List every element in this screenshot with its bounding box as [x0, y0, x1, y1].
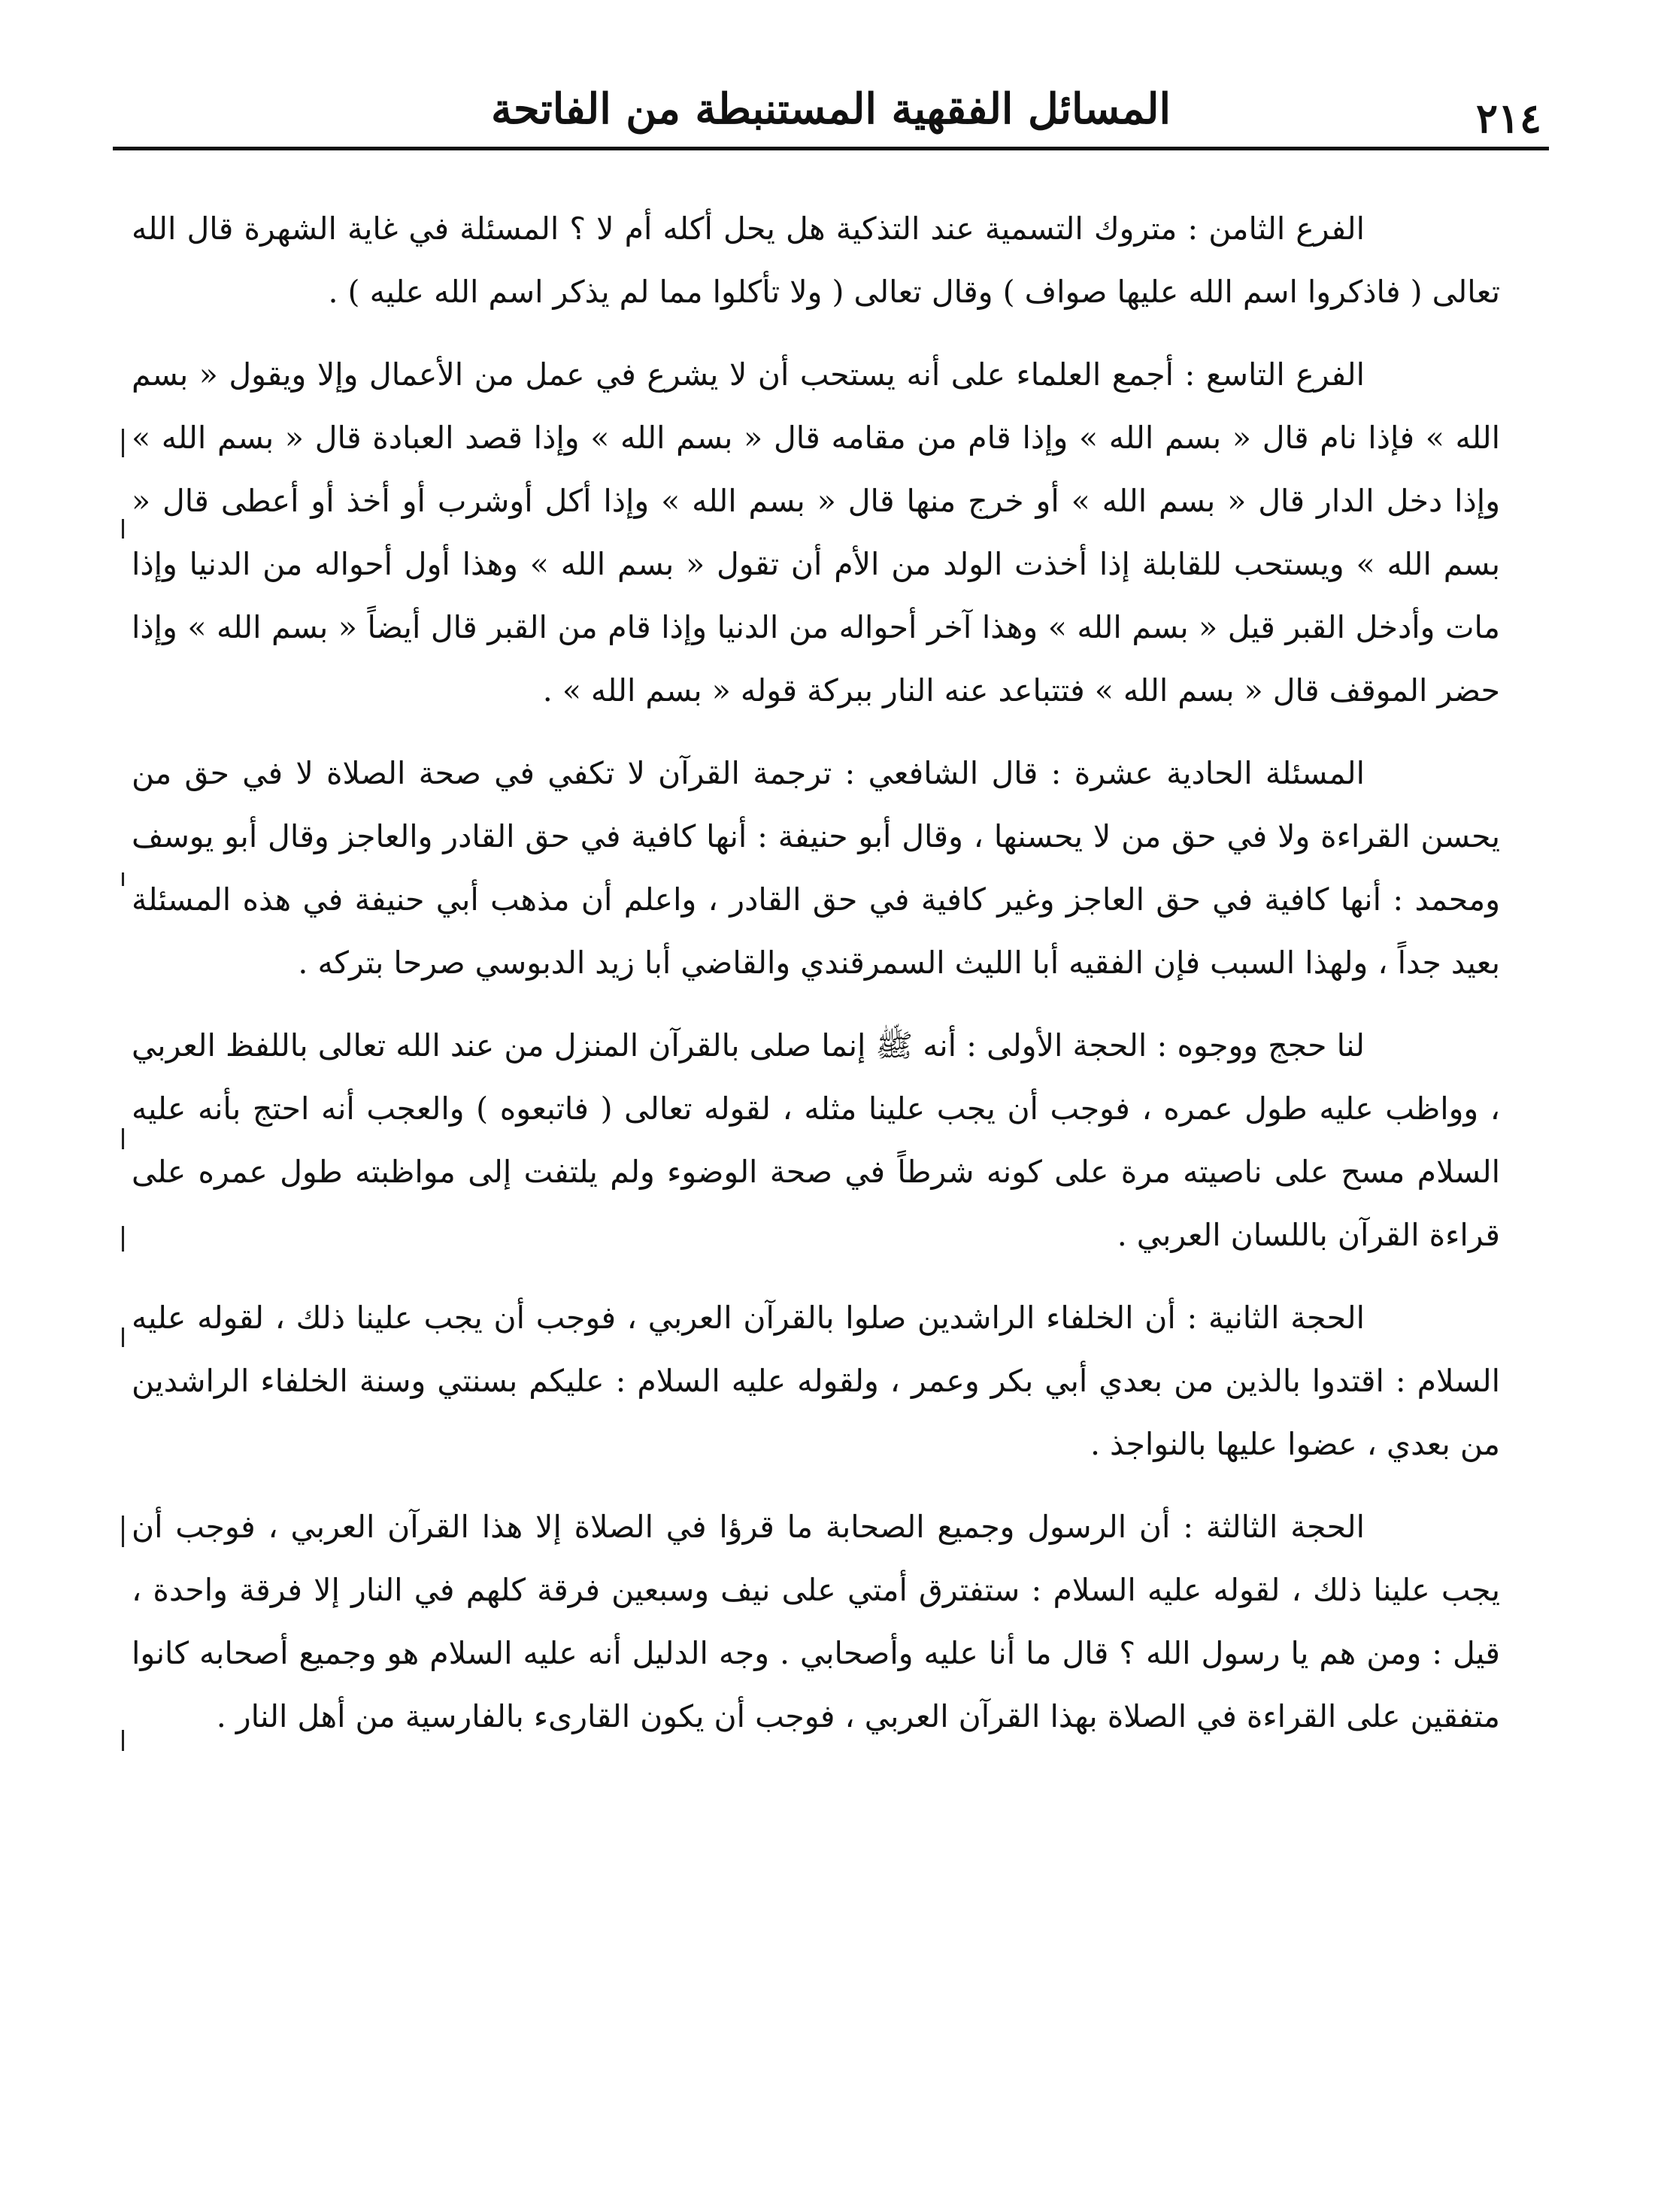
header-rule [113, 147, 1549, 150]
left-margin-mark [122, 1730, 124, 1751]
left-margin-mark [122, 1516, 124, 1547]
paragraph-third-proof: الحجة الثالثة : أن الرسول وجميع الصحابة ما قرؤا في الصلاة إلا هذا القرآن العربي ، فوجب أن يجب علينا ذلك ، لقوله عليه السلام : ستفترق أمتي على نيف وسبعين فرقة كلهم في النار إلا فرقة واحدة ، قيل : ومن هم يا رسول الله ؟ قال ما أنا عليه وأصحابي . وجه الدليل أنه عليه السلام هو وجميع أصحابه كانوا متفقين على القراءة في الصلاة بهذا القرآن العربي ، فوجب أن يكون القارىء بالفارسية من أهل النار . [132, 1509, 1500, 1734]
left-margin-mark [122, 872, 124, 886]
paragraph-branch-8: الفرع الثامن : متروك التسمية عند التذكية هل يحل أكله أم لا ؟ المسئلة في غاية الشهرة قال الله تعالى ( فاذكروا اسم الله عليها صواف ) وقال تعالى ( ولا تأكلوا مما لم يذكر اسم الله عليه ) . [132, 211, 1500, 310]
left-margin-mark [122, 519, 124, 539]
paragraph-first-proof: لنا حجج ووجوه : الحجة الأولى : أنه ﷺ إنما صلى بالقرآن المنزل من عند الله تعالى باللفظ العربي ، وواظب عليه طول عمره ، فوجب أن يجب علينا مثله ، لقوله تعالى ( فاتبعوه ) والعجب أنه احتج بأنه عليه السلام مسح على ناصيته مرة على كونه شرطاً في صحة الوضوء ولم يلتفت إلى مواظبته طول عمره على قراءة القرآن باللسان العربي . [132, 1027, 1500, 1253]
left-margin-mark [122, 1328, 124, 1347]
left-margin-mark [122, 1128, 124, 1149]
paragraph-second-proof: الحجة الثانية : أن الخلفاء الراشدين صلوا بالقرآن العربي ، فوجب أن يجب علينا ذلك ، لقوله عليه السلام : اقتدوا بالذين من بعدي أبي بكر وعمر ، ولقوله عليه السلام : عليكم بسنتي وسنة الخلفاء الراشدين من بعدي ، عضوا عليها بالنواجذ . [132, 1300, 1500, 1462]
running-header [113, 71, 1549, 150]
page-number: ٢١٤ [1475, 94, 1541, 142]
page-title: المسائل الفقهية المستنبطة من الفاتحة [490, 84, 1171, 134]
paragraph-issue-11: المسئلة الحادية عشرة : قال الشافعي : ترجمة القرآن لا تكفي في صحة الصلاة لا في حق من يحسن القراءة ولا في حق من لا يحسنها ، وقال أبو حنيفة : أنها كافية في حق القادر والعاجز وقال أبو يوسف ومحمد : أنها كافية في حق العاجز وغير كافية في حق القادر ، واعلم أن مذهب أبي حنيفة في هذه المسئلة بعيد جداً ، ولهذا السبب فإن الفقيه أبا الليث السمرقندي والقاضي أبا زيد الدبوسي صرحا بتركه . [132, 755, 1500, 981]
paragraph-branch-9: الفرع التاسع : أجمع العلماء على أنه يستحب أن لا يشرع في عمل من الأعمال وإلا ويقول « بسم الله » فإذا نام قال « بسم الله » وإذا قام من مقامه قال « بسم الله » وإذا قصد العبادة قال « بسم الله » وإذا دخل الدار قال « بسم الله » أو خرج منها قال « بسم الله » وإذا أكل أوشرب أو أخذ أو أعطى قال « بسم الله » ويستحب للقابلة إذا أخذت الولد من الأم أن تقول « بسم الله » وهذا أول أحواله من الدنيا وإذا مات وأدخل القبر قيل « بسم الله » وهذا آخر أحواله من الدنيا وإذا قام من القبر قال أيضاً « بسم الله » وإذا حضر الموقف قال « بسم الله » فتتباعد عنه النار ببركة قوله « بسم الله » . [132, 357, 1500, 709]
left-margin-mark [122, 429, 124, 457]
body-text [132, 197, 1500, 1767]
left-margin-mark [122, 1226, 124, 1252]
